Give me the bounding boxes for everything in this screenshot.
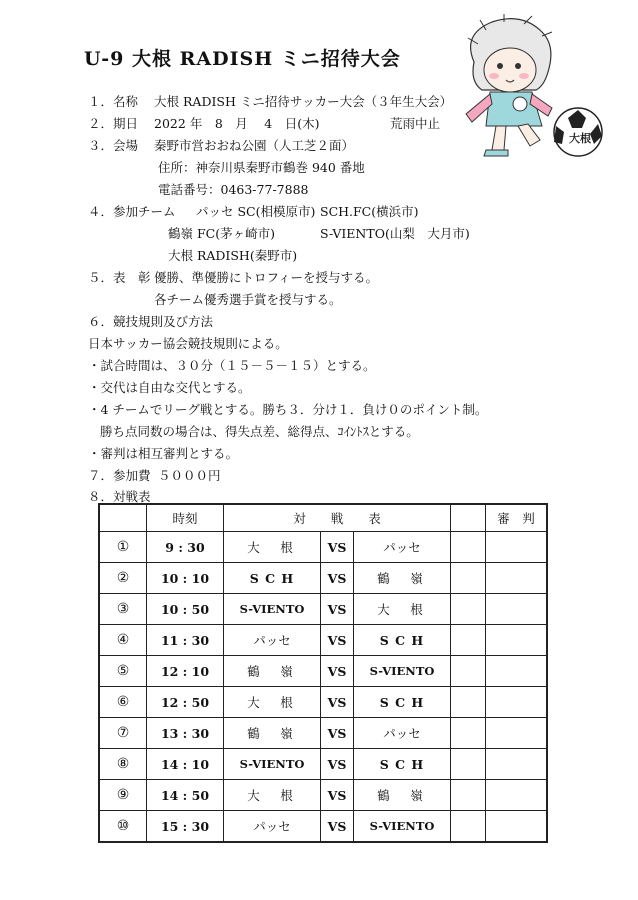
vs-label: VS	[321, 811, 354, 843]
awards-line: 優勝、準優勝にトロフィーを授与する。	[154, 270, 379, 285]
team-entry: SCH.FC(横浜市)	[320, 204, 419, 219]
table-row	[99, 656, 547, 687]
team-b: S C H	[354, 749, 451, 780]
header-time: 時刻	[147, 504, 224, 532]
rules-line: ・試合時間は、３０分（１５－５－１５）とする。	[88, 358, 376, 373]
awards-label: 表 彰	[113, 270, 151, 285]
match-index: ④	[99, 625, 147, 656]
fee-label: 参加費	[113, 468, 151, 483]
referee-cell	[486, 749, 548, 780]
team-b: S C H	[354, 625, 451, 656]
table-row	[99, 625, 547, 656]
team-a: S C H	[224, 563, 321, 594]
team-a: 鶴 嶺	[224, 656, 321, 687]
gap-cell	[451, 780, 486, 811]
table-row	[99, 749, 547, 780]
rules-line: 勝ち点同数の場合は、得失点差、総得点、ｺｲﾝﾄｽとする。	[100, 424, 419, 439]
vs-label: VS	[321, 687, 354, 718]
vs-label: VS	[321, 656, 354, 687]
fee-value: ５０００円	[158, 468, 221, 483]
team-b: 大 根	[354, 594, 451, 625]
item-label: 名称	[113, 94, 139, 109]
team-a: パッセ	[224, 811, 321, 843]
teams-num: ４．	[88, 204, 114, 219]
fee-num: ７．	[88, 468, 114, 483]
table-row	[99, 532, 547, 563]
match-time: 14 : 10	[147, 749, 224, 780]
team-a: 鶴 嶺	[224, 718, 321, 749]
referee-cell	[486, 594, 548, 625]
team-b: パッセ	[354, 718, 451, 749]
match-time: 15 : 30	[147, 811, 224, 843]
gap-cell	[451, 718, 486, 749]
team-entry: S-VIENTO(山梨 大月市)	[320, 226, 470, 241]
table-row	[99, 780, 547, 811]
match-index: ⑨	[99, 780, 147, 811]
header-referee: 審 判	[486, 504, 548, 532]
match-index: ⑤	[99, 656, 147, 687]
referee-cell	[486, 656, 548, 687]
gap-cell	[451, 687, 486, 718]
rules-line: 日本サッカー協会競技規則による。	[88, 336, 288, 351]
teams-label: 参加チーム	[113, 204, 176, 219]
table-header-row	[99, 504, 547, 532]
team-b: S-VIENTO	[354, 656, 451, 687]
rules-line: ・審判は相互審判とする。	[88, 446, 239, 461]
rules-line: ・4 チームでリーグ戦とする。勝ち３．分け１．負け０のポイント制。	[88, 402, 488, 417]
header-gap	[451, 504, 486, 532]
match-index: ⑥	[99, 687, 147, 718]
team-entry: 大根 RADISH(秦野市)	[168, 248, 298, 263]
team-b: 鶴 嶺	[354, 780, 451, 811]
referee-cell	[486, 532, 548, 563]
team-a: S-VIENTO	[224, 594, 321, 625]
item-name	[88, 92, 452, 110]
match-time: 12 : 50	[147, 687, 224, 718]
radish-mascot-icon	[452, 14, 612, 164]
vs-label: VS	[321, 625, 354, 656]
teams-heading	[88, 202, 176, 220]
item-num: ３．	[88, 138, 114, 153]
vs-label: VS	[321, 594, 354, 625]
schedule-num: ８．	[88, 489, 114, 504]
team-entry: 鶴嶺 FC(茅ヶ崎市)	[168, 226, 275, 241]
item-venue	[88, 136, 354, 154]
vs-label: VS	[321, 532, 354, 563]
rules-num: ６．	[88, 314, 114, 329]
item-text: 大根 RADISH ミニ招待サッカー大会（３年生大会）	[154, 94, 453, 109]
match-time: 10 : 10	[147, 563, 224, 594]
referee-cell	[486, 687, 548, 718]
match-index: ⑧	[99, 749, 147, 780]
gap-cell	[451, 532, 486, 563]
match-time: 14 : 50	[147, 780, 224, 811]
match-index: ②	[99, 563, 147, 594]
rules-heading	[88, 312, 213, 330]
vs-label: VS	[321, 563, 354, 594]
table-row	[99, 563, 547, 594]
item-label: 会場	[113, 138, 139, 153]
item-date	[88, 114, 488, 132]
item-num: １．	[88, 94, 114, 109]
table-row	[99, 718, 547, 749]
venue-address: 住所：神奈川県秦野市鶴巻 940 番地	[158, 160, 365, 175]
awards-line: 各チーム優秀選手賞を授与する。	[154, 292, 342, 307]
rules-line: ・交代は自由な交代とする。	[88, 380, 251, 395]
table-row	[99, 594, 547, 625]
item-label: 期日	[113, 116, 139, 131]
item-num: ２．	[88, 116, 114, 131]
match-index: ①	[99, 532, 147, 563]
vs-label: VS	[321, 718, 354, 749]
header-index	[99, 504, 147, 532]
referee-cell	[486, 780, 548, 811]
match-index: ③	[99, 594, 147, 625]
team-b: S-VIENTO	[354, 811, 451, 843]
gap-cell	[451, 656, 486, 687]
team-a: 大 根	[224, 780, 321, 811]
table-row	[99, 811, 547, 843]
match-time: 12 : 10	[147, 656, 224, 687]
gap-cell	[451, 625, 486, 656]
vs-label: VS	[321, 749, 354, 780]
team-b: 鶴 嶺	[354, 563, 451, 594]
referee-cell	[486, 563, 548, 594]
venue-phone: 電話番号：0463-77-7888	[158, 182, 309, 197]
rain-note: 荒雨中止	[390, 116, 441, 131]
awards-num: ５．	[88, 270, 114, 285]
team-a: パッセ	[224, 625, 321, 656]
match-time: 9 : 30	[147, 532, 224, 563]
referee-cell	[486, 811, 548, 843]
referee-cell	[486, 625, 548, 656]
match-schedule-table	[98, 503, 548, 843]
item-text: 2022 年 8 月 4 日(木)	[154, 116, 320, 131]
match-time: 10 : 50	[147, 594, 224, 625]
header-match: 対 戦 表	[224, 504, 451, 532]
match-index: ⑦	[99, 718, 147, 749]
item-text: 秦野市営おおね公園（人工芝２面）	[154, 138, 355, 153]
match-time: 13 : 30	[147, 718, 224, 749]
fee-heading	[88, 466, 151, 484]
mascot-ball-label: 大根	[569, 132, 591, 145]
vs-label: VS	[321, 780, 354, 811]
gap-cell	[451, 563, 486, 594]
gap-cell	[451, 749, 486, 780]
rules-label: 競技規則及び方法	[113, 314, 214, 329]
gap-cell	[451, 811, 486, 843]
team-a: 大 根	[224, 532, 321, 563]
team-b: S C H	[354, 687, 451, 718]
awards-heading	[88, 268, 151, 286]
gap-cell	[451, 594, 486, 625]
team-entry: パッセ SC(相模原市)	[196, 204, 316, 219]
page-title: U-9 大根 RADISH ミニ招待大会	[84, 48, 401, 70]
team-b: パッセ	[354, 532, 451, 563]
team-a: 大 根	[224, 687, 321, 718]
match-time: 11 : 30	[147, 625, 224, 656]
team-a: S-VIENTO	[224, 749, 321, 780]
referee-cell	[486, 718, 548, 749]
match-index: ⑩	[99, 811, 147, 843]
table-row	[99, 687, 547, 718]
schedule-label: 対戦表	[113, 489, 151, 504]
